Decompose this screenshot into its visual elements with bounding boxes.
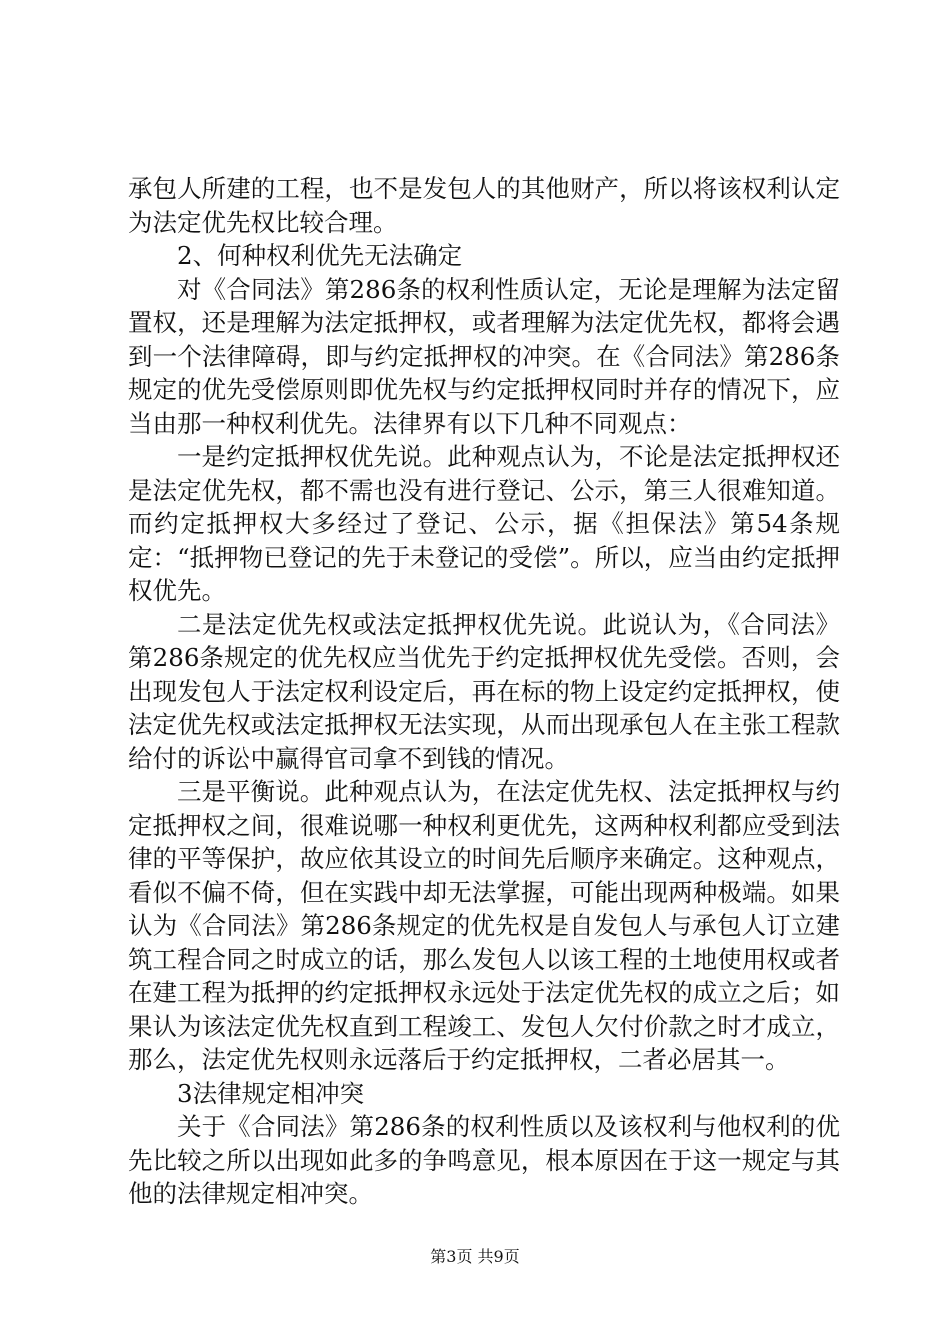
section-heading-2: 2、何种权利优先无法确定 [177,241,463,270]
document-body [128,172,840,1211]
paragraph-continuation: 承包人所建的工程，也不是发包人的其他财产，所以将该权利认定为法定优先权比较合理。 [128,174,840,237]
paragraph-intro: 对《合同法》第286条的权利性质认定，无论是理解为法定留置权，还是理解为法定抵押权，或者理解为法定优先权，都将会遇到一个法律障碍，即与约定抵押权的冲突。在《合同法》第286条规定的优先受偿原则即优先权与约定抵押权同时并存的情况下，应当由那一种权利优先。法律界有以下几种不同观点： [128,274,840,438]
page-footer: 第3页 共9页 [430,1247,520,1266]
section-heading-3: 3法律规定相冲突 [177,1078,365,1108]
paragraph-conflict: 关于《合同法》第286条的权利性质以及该权利与他权利的优先比较之所以出现如此多的争鸣意见，根本原因在于这一规定与其他的法律规定相冲突。 [128,1112,840,1208]
paragraph-view-1: 一是约定抵押权优先说。此种观点认为，不论是法定抵押权还是法定优先权，都不需也没有进行登记、公示，第三人很难知道。而约定抵押权大多经过了登记、公示，据《担保法》第54条规定：“抵押物已登记的先于未登记的受偿”。所以，应当由约定抵押权优先。 [128,442,840,605]
paragraph-view-3: 三是平衡说。此种观点认为，在法定优先权、法定抵押权与约定抵押权之间，很难说哪一种权利更优先，这两种权利都应受到法律的平等保护，故应依其设立的时间先后顺序来确定。这种观点，看似不偏不倚，但在实践中却无法掌握，可能出现两种极端。如果认为《合同法》第286条规定的优先权是自发包人与承包人订立建筑工程合同之时成立的话，那么发包人以该工程的土地使用权或者在建工程为抵押的约定抵押权永远处于法定优先权的成立之后；如果认为该法定优先权直到工程竣工、发包人欠付价款之时才成立，那么，法定优先权则永远落后于约定抵押权，二者必居其一。 [128,777,840,1074]
paragraph-view-2: 二是法定优先权或法定抵押权优先说。此说认为，《合同法》第286条规定的优先权应当优先于约定抵押权优先受偿。否则，会出现发包人于法定权利设定后，再在标的物上设定约定抵押权，使法定优先权或法定抵押权无法实现，从而出现承包人在主张工程款给付的诉讼中赢得官司拿不到钱的情况。 [128,609,840,773]
